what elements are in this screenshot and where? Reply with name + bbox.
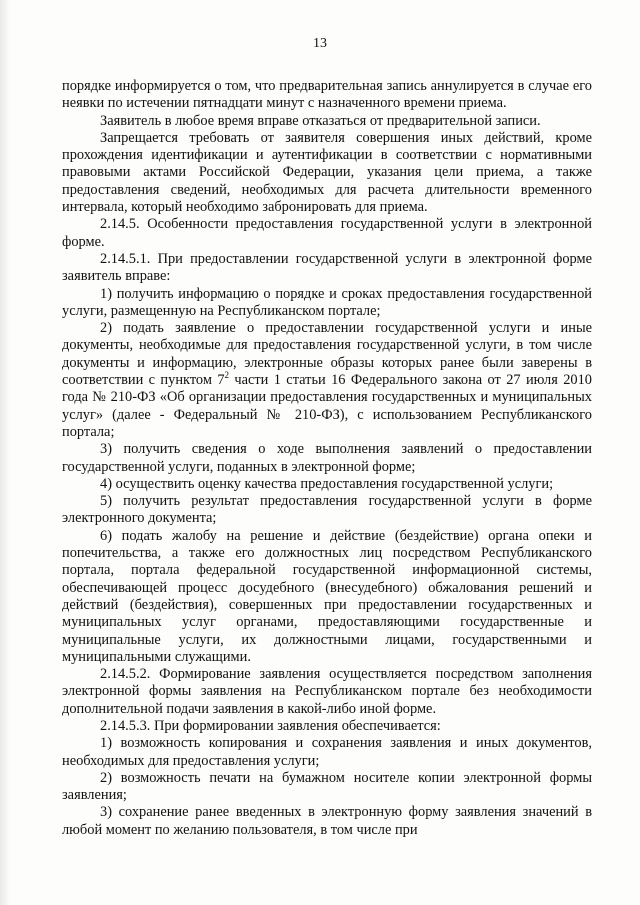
list-item: 1) получить информацию о порядке и сроках предоставления государственной услуги, размещенную на Республиканском портале; [62, 285, 592, 319]
paragraph: Заявитель в любое время вправе отказаться от предварительной записи. [100, 112, 541, 129]
section-heading-2-14-5-1: 2.14.5.1. При предоставлении государственной услуги в электронной форме заявитель вправе: [62, 250, 592, 285]
list-item: 3) сохранение ранее введенных в электронную форму заявления значений в любой момент по желанию пользователя, в том числе при [62, 804, 592, 838]
list-item [62, 320, 592, 441]
list-item: 3) получить сведения о ходе выполнения заявлений о предоставлении государственной услуги, поданных в электронной форме; [62, 441, 592, 475]
paragraph-continuation: порядке информируется о том, что предварительная запись аннулируется в случае его неявки по истечении пятнадцати минут с назначенного времени приема. [62, 78, 592, 112]
paragraph: Запрещается требовать от заявителя совершения иных действий, кроме прохождения идентификации и аутентификации в соответствии с нормативными правовыми актами Российской Федерации, указания цели приема, а также предоставления сведений, необходимых для расчета длительности временного интервала, который необходимо забронировать для приема. [62, 129, 592, 216]
list-item-text: части 1 статьи 16 Федерального закона от 27 июля 2010 года № 210-ФЗ «Об организации предоставления государственных и муниципальных услуг» (далее - Федеральный № 210-ФЗ), с использованием Республиканского портала; [62, 372, 592, 440]
list-item: 4) осуществить оценку качества предоставления государственной услуги; [100, 475, 554, 492]
document-body [62, 78, 592, 839]
page-edge-shadow [0, 0, 10, 905]
superscript: 2 [224, 370, 230, 381]
list-item: 6) подать жалобу на решение и действие (бездействие) органа опеки и попечительства, а также его должностных лиц посредством Республиканского портала, портала федеральной государственной информационной системы, обеспечивающей процесс досудебного (внесудебного) обжалования решений и действий (бездействия), совершенных при предоставлении государственных и муниципальных услуг органами, предоставляющими государственные и муниципальные услуги, их должностными лицами, государственными и муниципальными служащими. [62, 527, 592, 665]
list-item: 1) возможность копирования и сохранения заявления и иных документов, необходимых для предоставления услуги; [62, 735, 592, 769]
section-heading-2-14-5: 2.14.5. Особенности предоставления государственной услуги в электронной форме. [62, 216, 592, 250]
list-item: 5) получить результат предоставления государственной услуги в форме электронного документа; [62, 493, 592, 527]
section-heading-2-14-5-2: 2.14.5.2. Формирование заявления осуществляется посредством заполнения электронной формы заявления на Республиканском портале без необходимости дополнительной подачи заявления в какой-либо иной форме. [62, 666, 592, 717]
section-heading-2-14-5-3: 2.14.5.3. При формировании заявления обеспечивается: [100, 717, 441, 734]
list-item-text: 2) подать заявление о предоставлении государственной услуги и иные документы, необходимые для предоставления государственной услуги, в том числе документы и информацию, электронные образы которых ранее были заверены в соответствии с пунктом 7 [62, 320, 592, 389]
page-number: 13 [313, 36, 327, 51]
list-item: 2) возможность печати на бумажном носителе копии электронной формы заявления; [62, 769, 592, 804]
